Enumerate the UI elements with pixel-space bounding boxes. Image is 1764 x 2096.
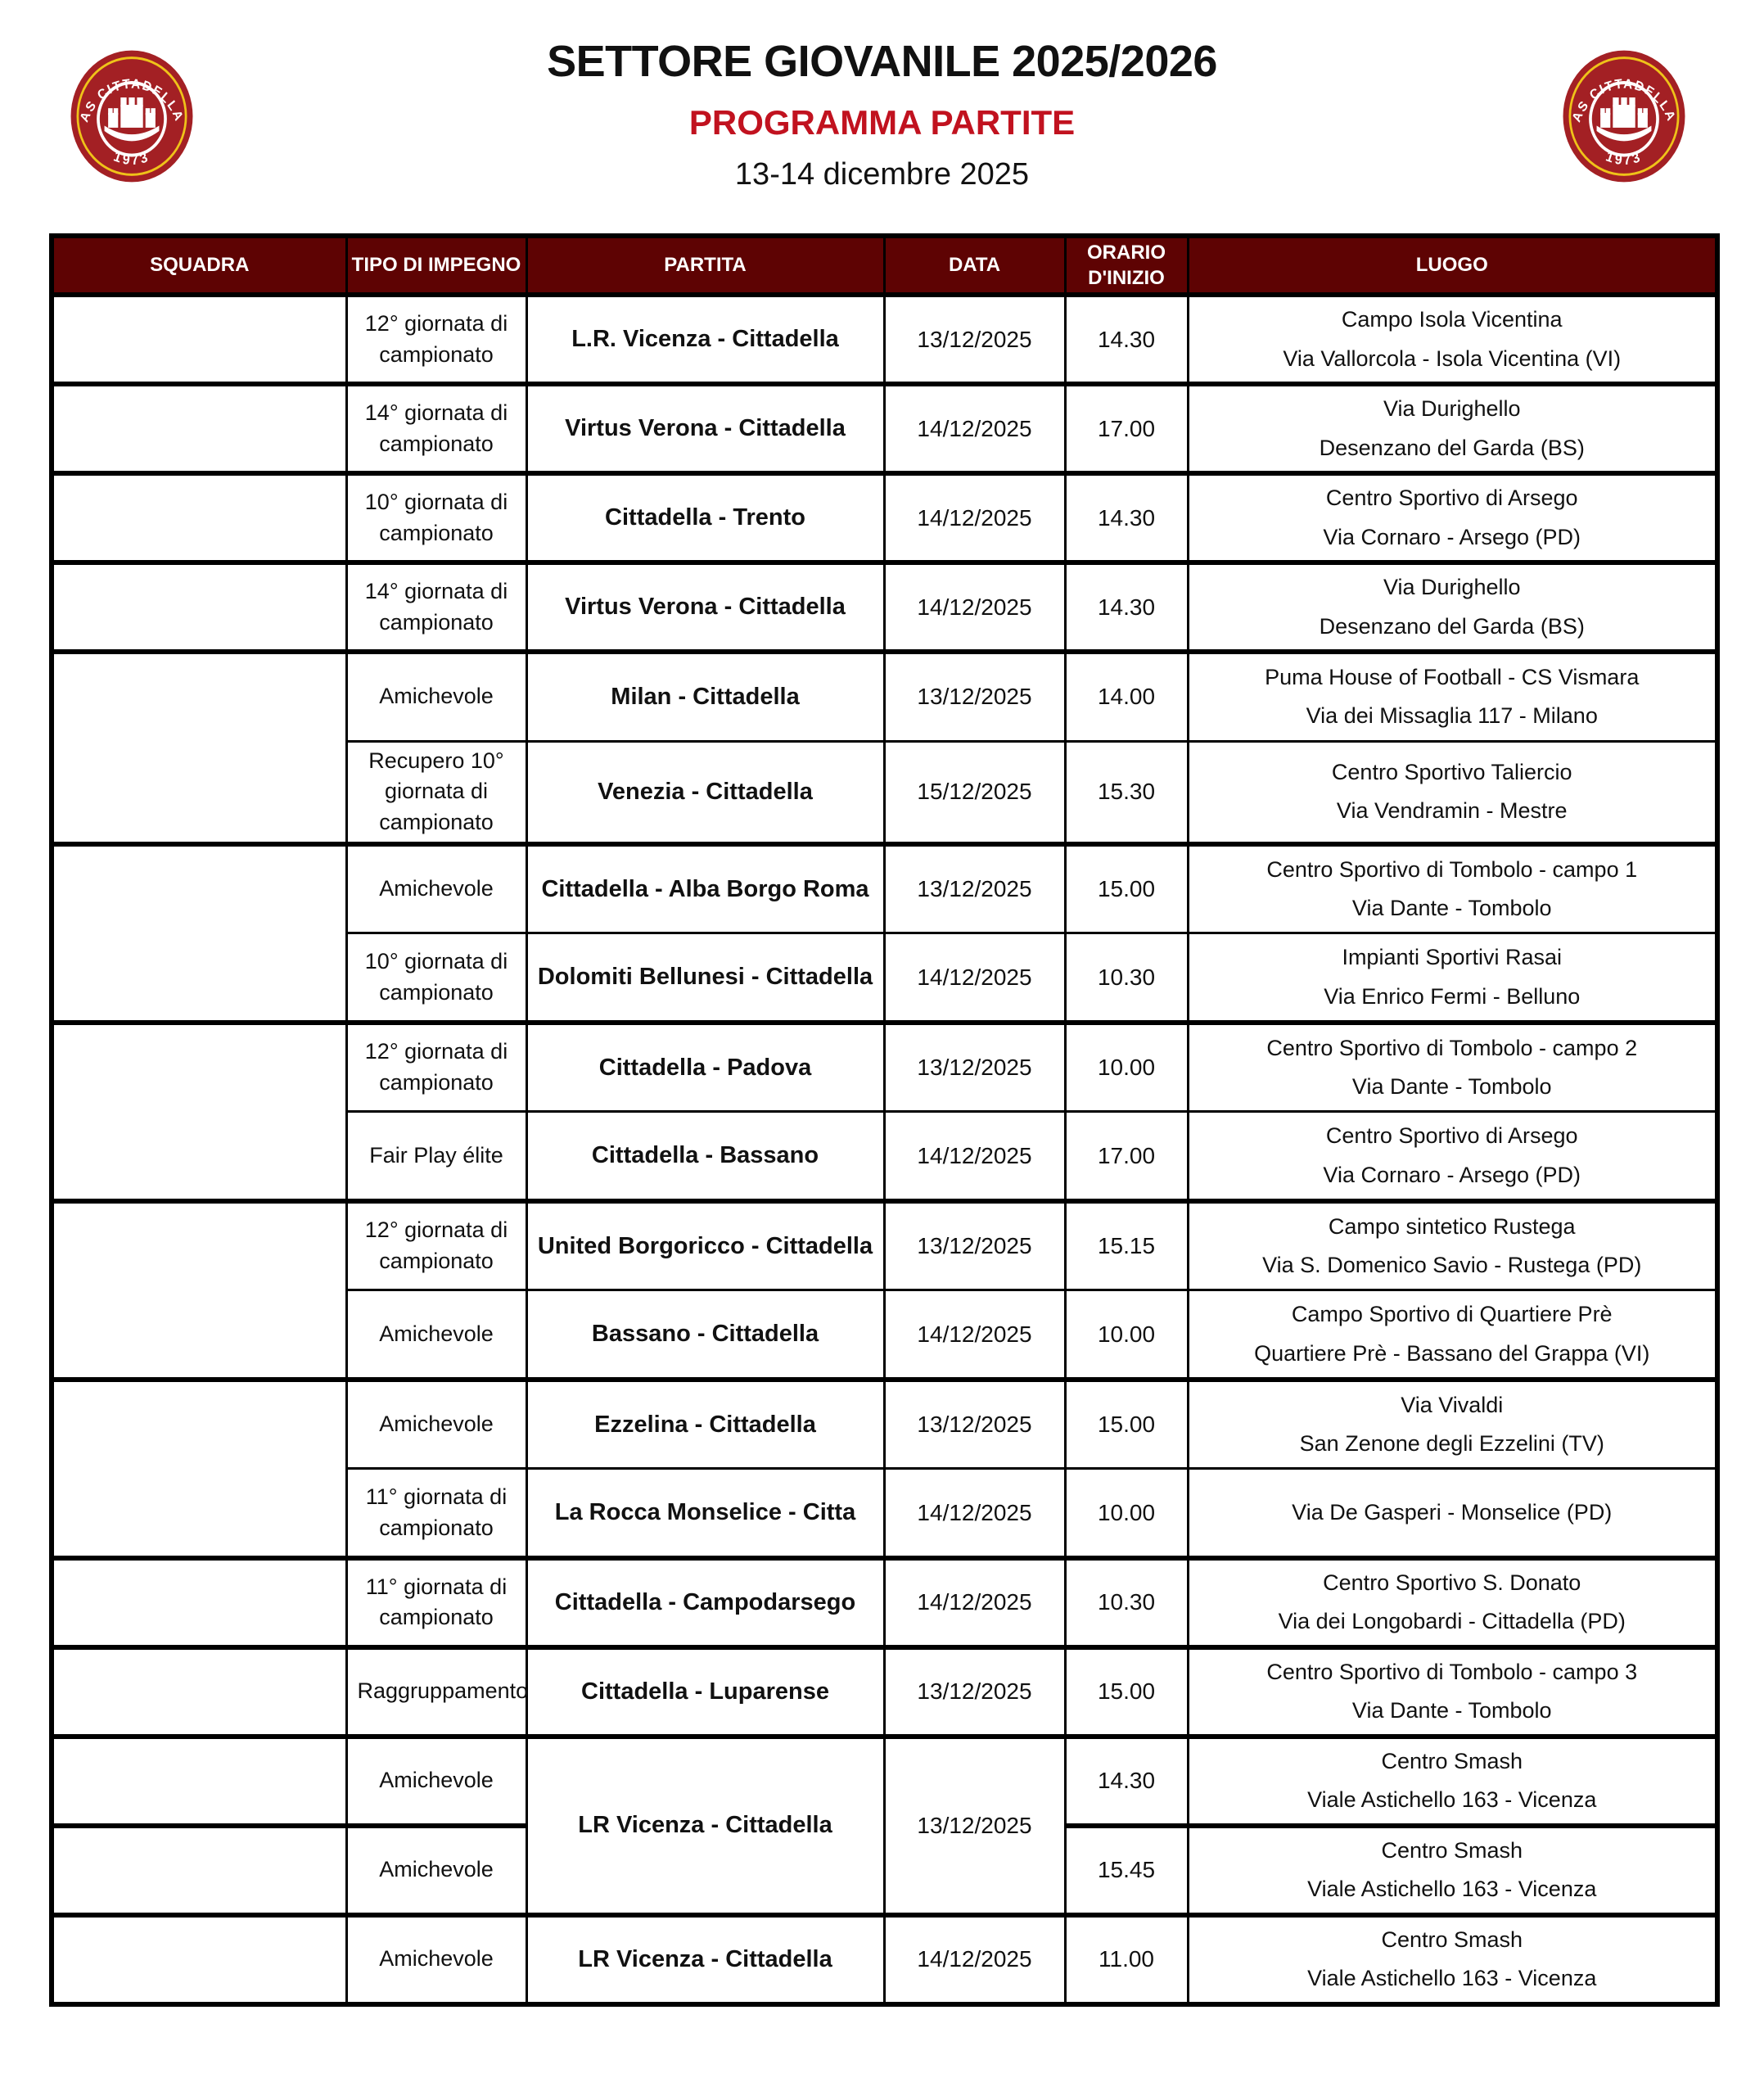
luogo-line: Centro Sportivo di Tombolo - campo 2 [1266, 1035, 1638, 1060]
team-cell [52, 1826, 346, 1915]
column-header: ORARIO D'INIZIO [1065, 236, 1188, 295]
orario-cell: 17.00 [1065, 384, 1188, 473]
team-coach: Mister Agostini [135, 345, 264, 368]
luogo-line: Puma House of Football - CS Vismara [1265, 665, 1640, 689]
crest-arc-label: AS CITTADELLA [1570, 76, 1678, 124]
team-cell [52, 1201, 346, 1380]
tipo-cell: Raggruppamento [346, 1647, 526, 1737]
partita-cell: Virtus Verona - Cittadella [526, 384, 884, 473]
luogo-line: Centro Sportivo Taliercio [1331, 759, 1572, 784]
partita-cell: Cittadella - Alba Borgo Roma [526, 844, 884, 933]
date-range: 13-14 dicembre 2025 [734, 157, 1030, 192]
column-header: SQUADRA [52, 236, 346, 295]
team-name: Under 13 [148, 904, 250, 931]
partita-cell: Ezzelina - Cittadella [526, 1380, 884, 1469]
luogo-line: Via Vendramin - Mestre [1336, 798, 1568, 824]
tipo-cell: Amichevole [346, 1915, 526, 2004]
luogo-cell [1188, 652, 1717, 741]
luogo-cell [1188, 1826, 1717, 1915]
team-name: Under 16 [148, 489, 250, 516]
table-row [52, 652, 1717, 741]
header-row [52, 236, 1717, 295]
team-cell [52, 295, 346, 384]
luogo-cell [1188, 1290, 1717, 1380]
luogo-line: Centro Sportivo di Arsego [1325, 1123, 1578, 1149]
team-cell [52, 1380, 346, 1558]
luogo-line: Viale Astichello 163 - Vicenza [1307, 1966, 1597, 1991]
luogo-line: Centro Sportivo S. Donato [1323, 1570, 1581, 1596]
luogo-line: Via Cornaro - Arsego (PD) [1323, 524, 1581, 549]
partita-cell: L.R. Vicenza - Cittadella [526, 295, 884, 384]
team-name: Under 8 BIANCHI [102, 1663, 297, 1690]
tipo-cell: 12° giornata di campionato [346, 1023, 526, 1112]
partita-cell: Bassano - Cittadella [526, 1290, 884, 1380]
table-row [52, 844, 1717, 933]
masthead [0, 36, 1764, 192]
data-cell: 15/12/2025 [884, 741, 1065, 844]
luogo-cell [1188, 562, 1717, 652]
team-name: Under 17 [148, 400, 250, 427]
tipo-cell: Recupero 10° giornata di campionato [346, 741, 526, 844]
table-row [52, 1558, 1717, 1647]
orario-cell: 10.00 [1065, 1023, 1188, 1112]
luogo-cell [1188, 1558, 1717, 1647]
luogo-line: Viale Astichello 163 - Vicenza [1307, 1787, 1597, 1813]
team-coach: Mister Ferrari [141, 1295, 259, 1318]
data-cell: 13/12/2025 [884, 652, 1065, 741]
team-coach: Mister De Rossi [130, 1697, 269, 1720]
data-cell: 13/12/2025 [884, 1647, 1065, 1737]
luogo-line: Via Enrico Fermi - Belluno [1324, 983, 1581, 1009]
table-row [52, 1201, 1717, 1290]
partita-cell: LR Vicenza - Cittadella [526, 1915, 884, 2004]
orario-cell: 17.00 [1065, 1112, 1188, 1201]
partita-cell: Cittadella - Trento [526, 473, 884, 562]
orario-cell: 14.30 [1065, 473, 1188, 562]
orario-cell: 15.00 [1065, 1380, 1188, 1469]
team-name: Under 7 BIANCHI [102, 1841, 297, 1868]
data-cell: 14/12/2025 [884, 562, 1065, 652]
crest-year-label: 1973 [111, 147, 152, 169]
team-coach: Mister Rizzo [145, 1965, 254, 1988]
team-coach: Mister Pettenon [130, 1787, 268, 1809]
data-cell: 14/12/2025 [884, 1558, 1065, 1647]
luogo-cell [1188, 1647, 1717, 1737]
club-crest-right [1562, 49, 1686, 183]
data-cell: 13/12/2025 [884, 1737, 1065, 1915]
tipo-cell: 11° giornata di campionato [346, 1558, 526, 1647]
luogo-line: Campo Sportivo di Quartiere Prè [1291, 1302, 1613, 1327]
team-name: Under 12 [148, 1082, 250, 1109]
partita-cell: Virtus Verona - Cittadella [526, 562, 884, 652]
partita-cell: Cittadella - Luparense [526, 1647, 884, 1737]
table-row [52, 562, 1717, 652]
tipo-cell: Amichevole [346, 652, 526, 741]
luogo-line: Centro Sportivo di Arsego [1325, 486, 1578, 511]
orario-cell: 15.00 [1065, 1647, 1188, 1737]
partita-cell: Cittadella - Padova [526, 1023, 884, 1112]
luogo-line: Campo sintetico Rustega [1328, 1213, 1576, 1239]
table-row [52, 1647, 1717, 1737]
luogo-line: Centro Sportivo di Tombolo - campo 1 [1266, 856, 1638, 882]
team-coach: Mister De Bortoli [127, 938, 273, 961]
team-name: Under 10 [148, 1439, 250, 1466]
data-cell: 13/12/2025 [884, 844, 1065, 933]
table-row [52, 1737, 1717, 1826]
team-coach: Mister Castellani [127, 1474, 273, 1497]
luogo-line: Via Cornaro - Arsego (PD) [1323, 1162, 1581, 1187]
luogo-cell [1188, 473, 1717, 562]
partita-cell: Milan - Cittadella [526, 652, 884, 741]
data-cell: 13/12/2025 [884, 1380, 1065, 1469]
luogo-line: Campo Isola Vicentina [1341, 307, 1563, 332]
luogo-line: Via dei Missaglia 117 - Milano [1306, 703, 1598, 729]
tipo-cell: 10° giornata di campionato [346, 933, 526, 1023]
data-cell: 14/12/2025 [884, 1469, 1065, 1558]
team-cell [52, 473, 346, 562]
crest-year-label: 1973 [1604, 147, 1644, 169]
luogo-line: Desenzano del Garda (BS) [1319, 613, 1585, 639]
column-header: TIPO DI IMPEGNO [346, 236, 526, 295]
data-cell: 13/12/2025 [884, 295, 1065, 384]
partita-cell: Venezia - Cittadella [526, 741, 884, 844]
crest-arc-label: AS CITTADELLA [78, 76, 186, 124]
luogo-line: Via Vallorcola - Isola Vicentina (VI) [1283, 346, 1622, 371]
team-coach: Mister Massaro [132, 1608, 267, 1631]
team-cell [52, 1647, 346, 1737]
team-name: Under 15 [148, 578, 250, 605]
luogo-line: Via Durighello [1383, 575, 1521, 600]
match-schedule-table [49, 233, 1720, 2007]
luogo-cell [1188, 1469, 1717, 1558]
luogo-line: Via S. Domenico Savio - Rustega (PD) [1262, 1253, 1642, 1278]
luogo-cell [1188, 384, 1717, 473]
column-header: LUOGO [1188, 236, 1717, 295]
partita-cell: La Rocca Monselice - Citta [526, 1469, 884, 1558]
luogo-line: Via dei Longobardi - Cittadella (PD) [1278, 1609, 1626, 1634]
column-header: DATA [884, 236, 1065, 295]
data-cell: 14/12/2025 [884, 1290, 1065, 1380]
data-cell: 14/12/2025 [884, 933, 1065, 1023]
tipo-cell: Amichevole [346, 844, 526, 933]
tipo-cell: Amichevole [346, 1737, 526, 1826]
team-name: Under 14 [148, 719, 250, 746]
table-row [52, 473, 1717, 562]
table-row [52, 1380, 1717, 1469]
tipo-cell: Fair Play élite [346, 1112, 526, 1201]
orario-cell: 15.45 [1065, 1826, 1188, 1915]
team-coach: Mister Fabris [142, 1117, 257, 1140]
team-coach: Mister Sacchet [134, 753, 265, 776]
orario-cell: 14.30 [1065, 562, 1188, 652]
team-cell [52, 1023, 346, 1201]
orario-cell: 14.00 [1065, 652, 1188, 741]
data-cell: 13/12/2025 [884, 1023, 1065, 1112]
luogo-cell [1188, 295, 1717, 384]
orario-cell: 10.00 [1065, 1469, 1188, 1558]
tipo-cell: 14° giornata di campionato [346, 562, 526, 652]
team-cell [52, 1915, 346, 2004]
luogo-line: Viale Astichello 163 - Vicenza [1307, 1877, 1597, 1902]
tipo-cell: Amichevole [346, 1380, 526, 1469]
orario-cell: 15.30 [1065, 741, 1188, 844]
partita-cell: Cittadella - Bassano [526, 1112, 884, 1201]
orario-cell: 15.15 [1065, 1201, 1188, 1290]
page-subtitle: PROGRAMMA PARTITE [688, 103, 1076, 142]
table-row [52, 384, 1717, 473]
luogo-cell [1188, 1112, 1717, 1201]
tipo-cell: 11° giornata di campionato [346, 1469, 526, 1558]
orario-cell: 15.00 [1065, 844, 1188, 933]
partita-cell: Dolomiti Bellunesi - Cittadella [526, 933, 884, 1023]
tipo-cell: 12° giornata di campionato [346, 295, 526, 384]
tipo-cell: Amichevole [346, 1290, 526, 1380]
luogo-line: Via Dante - Tombolo [1351, 896, 1552, 921]
partita-cell: LR Vicenza - Cittadella [526, 1737, 884, 1915]
luogo-line: Centro Smash [1381, 1749, 1523, 1774]
luogo-line: San Zenone degli Ezzelini (TV) [1299, 1431, 1604, 1457]
luogo-line: Centro Sportivo di Tombolo - campo 3 [1266, 1660, 1638, 1685]
team-name: Under 7 GRANATA [94, 1752, 305, 1779]
orario-cell: 10.00 [1065, 1290, 1188, 1380]
column-header: PARTITA [526, 236, 884, 295]
luogo-line: Via Durighello [1383, 396, 1521, 422]
team-cell [52, 1558, 346, 1647]
luogo-cell [1188, 741, 1717, 844]
luogo-line: Impianti Sportivi Rasai [1342, 945, 1563, 970]
team-name: Under 7 GIALLI [113, 1931, 286, 1958]
team-coach: Mister Favaro [139, 612, 260, 635]
data-cell: 14/12/2025 [884, 473, 1065, 562]
luogo-line: Quartiere Prè - Bassano del Grappa (VI) [1254, 1340, 1650, 1366]
team-coach: Mister Basso [142, 523, 257, 546]
team-cell [52, 652, 346, 844]
luogo-cell [1188, 844, 1717, 933]
partita-cell: United Borgoricco - Cittadella [526, 1201, 884, 1290]
page-title: SETTORE GIOVANILE 2025/2026 [547, 37, 1217, 86]
tipo-cell: Amichevole [346, 1826, 526, 1915]
luogo-cell [1188, 1915, 1717, 2004]
luogo-cell [1188, 1737, 1717, 1826]
luogo-line: Via De Gasperi - Monselice (PD) [1292, 1500, 1613, 1525]
team-coach: Mister Rossi [145, 434, 254, 457]
team-coach: Mister Marchiorello [116, 1876, 283, 1899]
data-cell: 13/12/2025 [884, 1201, 1065, 1290]
data-cell: 14/12/2025 [884, 1112, 1065, 1201]
orario-cell: 11.00 [1065, 1915, 1188, 2004]
luogo-cell [1188, 1023, 1717, 1112]
tipo-cell: 12° giornata di campionato [346, 1201, 526, 1290]
luogo-cell [1188, 933, 1717, 1023]
luogo-line: Via Dante - Tombolo [1351, 1074, 1552, 1100]
orario-cell: 14.30 [1065, 295, 1188, 384]
orario-cell: 10.30 [1065, 933, 1188, 1023]
team-name: Under 9 [155, 1574, 244, 1601]
orario-cell: 10.30 [1065, 1558, 1188, 1647]
luogo-line: Desenzano del Garda (BS) [1319, 435, 1585, 460]
luogo-line: Via Vivaldi [1401, 1392, 1504, 1417]
table-row [52, 295, 1717, 384]
team-name: Under 11 [149, 1261, 250, 1288]
team-cell [52, 384, 346, 473]
tipo-cell: 10° giornata di campionato [346, 473, 526, 562]
team-cell [52, 1737, 346, 1826]
data-cell: 14/12/2025 [884, 1915, 1065, 2004]
table-row [52, 1915, 1717, 2004]
orario-cell: 14.30 [1065, 1737, 1188, 1826]
partita-cell: Cittadella - Campodarsego [526, 1558, 884, 1647]
luogo-line: Centro Smash [1381, 1927, 1523, 1953]
team-cell [52, 844, 346, 1023]
luogo-cell [1188, 1201, 1717, 1290]
luogo-line: Via Dante - Tombolo [1351, 1698, 1552, 1723]
team-name: Primavera [142, 310, 257, 337]
data-cell: 14/12/2025 [884, 384, 1065, 473]
luogo-cell [1188, 1380, 1717, 1469]
luogo-line: Centro Smash [1381, 1838, 1523, 1863]
tipo-cell: 14° giornata di campionato [346, 384, 526, 473]
table-row [52, 1023, 1717, 1112]
team-cell [52, 562, 346, 652]
